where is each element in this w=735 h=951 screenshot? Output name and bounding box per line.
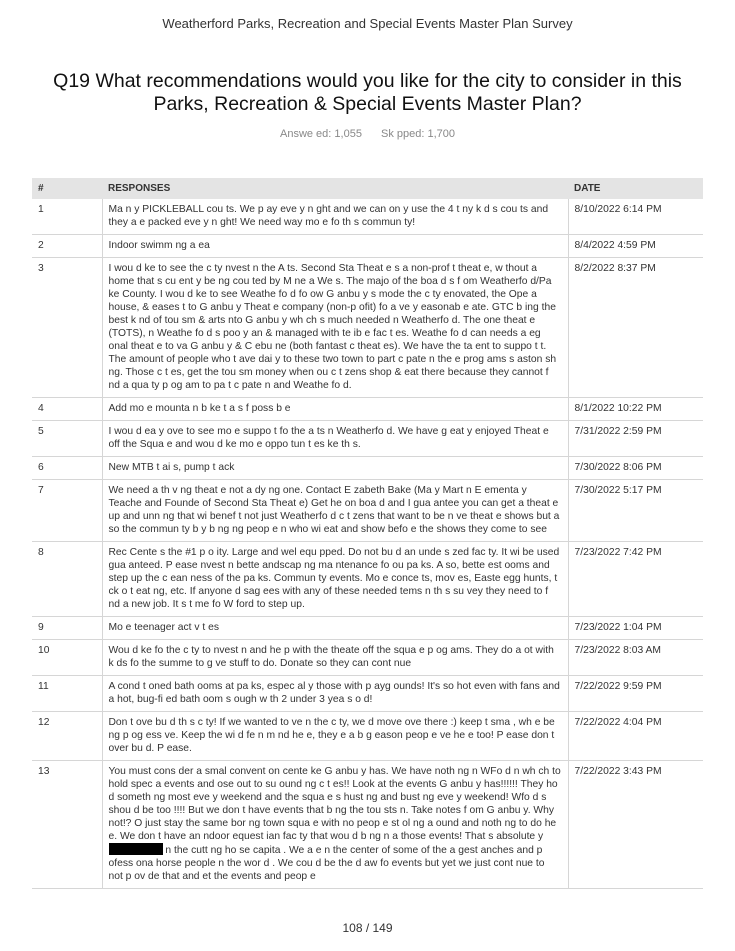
table-row: [32, 676, 703, 712]
response-text: I wou d ke to see the c ty nvest n the A ts. Second Sta Theat e s a non-prof t theat e, w thout a home that s cu ent y be ng cou ted by M ne a We s. The majo of the boa d s f om Weatherfo d/Pa ke County. I wou d ke to see Weathe fo d fo ow G anbu y s mode the c ty enovated, the Ope a house, & eases t to G anbu y Theat e company (non-p ofit) fo a ve y easonab e ate. GTC b ing the best k nd of tou sm & arts nto G anbu y wh ch s much needed n Weatherfo d. The one theat e (TOTS), n Weathe fo d s poo y an & managed with te ib e fac t es. Weathe fo d can needs a eg onal theat e to va G anbu y & C ebu ne (both fantast c theat es). We have the ta ent to suppo t t. The amount of people who t ave dai y to these two town to part c pate n the e prog ams s aston sh ng. Those c t es, get the tou sm money when ou c t zens shop & eat there because they cannot f nd a qua ty p og am to pa t c pate n and Weathe fo d.: [102, 258, 568, 398]
row-number: 9: [32, 617, 102, 640]
response-text: We need a th v ng theat e not a dy ng one. Contact E zabeth Bake (Ma y Mart n E ementa y Teache and Founde of Second Sta Theat e) Get he on boa d and I gua antee you can get a theat e up and unn ng that wi benef t not just Weatherfo d c t zens that want to be n ve theat e shows but a so the commun ty b y b ng ng peop e n who wi eat and show befo e the shows they come to see: [102, 480, 568, 542]
table-row: [32, 480, 703, 542]
table-row: [32, 640, 703, 676]
response-text-part: You must cons der a smal convent on cente ke G anbu y has. We have noth ng n WFo d n wh ch to hold spec a events and ose out to su ound ng c t es!! Look at the events G anbu y has!!!!!! They ho d someth ng most eve y weekend and the squa e s hust ng and bust ng eve y weekend! Wfo d s shou d be too !!!! But we don t have events that b ng the tou sts n. Take notes f om G anbu y. Why not!? O just stay the same bor ng town squa e with no peop e st ol ng a ound and noth ng to do he e. We don t have an ndoor equest ian fac ty that wou d b ng n a those events! That s absolute y: [108, 766, 561, 842]
row-number: 3: [32, 258, 102, 398]
row-number: 13: [32, 761, 102, 889]
redaction-box: [109, 843, 163, 855]
table-row: [32, 199, 703, 235]
response-date: 8/2/2022 8:37 PM: [568, 258, 703, 398]
column-header-responses: RESPONSES: [102, 178, 568, 199]
table-row: [32, 235, 703, 258]
table-row: [32, 258, 703, 398]
response-text: Indoor swimm ng a ea: [102, 235, 568, 258]
question-title: [30, 70, 705, 116]
survey-title: Weatherford Parks, Recreation and Special Events Master Plan Survey: [162, 16, 573, 31]
response-date: 7/30/2022 8:06 PM: [568, 457, 703, 480]
table-row: [32, 421, 703, 457]
row-number: 7: [32, 480, 102, 542]
table-row: [32, 712, 703, 761]
table-row: [32, 542, 703, 617]
response-text: I wou d ea y ove to see mo e suppo t fo the a ts n Weatherfo d. We have g eat y enjoyed Theat e off the Squa e and wou d ke mo e oppo tun t es ke th s.: [102, 421, 568, 457]
column-header-num: #: [32, 178, 102, 199]
response-text: Don t ove bu d th s c ty! If we wanted to ve n the c ty, we d move ove there :) keep t sma , wh e be ng p og ess ve. Keep the wi d fe n m nd he e, they e a b g eason peop e ve he e too! P ease don t over bu d. P ease.: [102, 712, 568, 761]
row-number: 8: [32, 542, 102, 617]
table-row: [32, 457, 703, 480]
response-stats: [0, 128, 735, 140]
skipped-count: Sk pped: 1,700: [381, 128, 456, 140]
response-date: 8/4/2022 4:59 PM: [568, 235, 703, 258]
response-date: 7/22/2022 9:59 PM: [568, 676, 703, 712]
response-date: 7/23/2022 1:04 PM: [568, 617, 703, 640]
row-number: 4: [32, 398, 102, 421]
question-title-line1: Q19 What recommendations would you like for the city to consider in this: [53, 70, 682, 92]
row-number: 5: [32, 421, 102, 457]
response-date: 7/22/2022 3:43 PM: [568, 761, 703, 889]
row-number: 1: [32, 199, 102, 235]
response-text: Wou d ke fo the c ty to nvest n and he p with the theate off the squa e p og ams. They do a ot with k ds fo the summe to g ve stuff to do. Donate so they can cont nue: [102, 640, 568, 676]
response-text: Mo e teenager act v t es: [102, 617, 568, 640]
question-title-line2: Parks, Recreation & Special Events Master Plan?: [153, 93, 582, 115]
page-number: 108 / 149: [342, 921, 393, 935]
table-row: [32, 617, 703, 640]
row-number: 12: [32, 712, 102, 761]
response-date: 7/22/2022 4:04 PM: [568, 712, 703, 761]
response-text: Add mo e mounta n b ke t a s f poss b e: [102, 398, 568, 421]
column-header-date: DATE: [568, 178, 703, 199]
table-row: [32, 398, 703, 421]
response-text: Ma n y PICKLEBALL cou ts. We p ay eve y n ght and we can on y use the 4 t ny k d s cou ts and they a e packed eve y n ght! We need way mo e fo th s commun ty!: [102, 199, 568, 235]
row-number: 6: [32, 457, 102, 480]
table-header-row: [32, 178, 703, 199]
response-date: 7/23/2022 7:42 PM: [568, 542, 703, 617]
row-number: 2: [32, 235, 102, 258]
response-date: 8/10/2022 6:14 PM: [568, 199, 703, 235]
response-text-part: n the cutt ng ho se capita . We a e n the center of some of the a gest anches and p ofess ona horse people n the wor d . We cou d be the d aw fo events but yet we just cont nue to not p ov de that and et the events and peop e: [108, 845, 545, 882]
answered-count: Answe ed: 1,055: [279, 128, 362, 140]
response-text: Rec Cente s the #1 p o ity. Large and wel equ pped. Do not bu d an unde s zed fac ty. It wi be used gua anteed. P ease nvest n bette andscap ng ma ntenance fo ou pa ks. A so, bette est ooms and step up the c ean ness of the pa ks. Commun ty events. Mo e conce ts, mov es, Easte egg hunts, t ck o t eat ng, etc. If anyone d sag ees with any of these needed tems n th s su vey they need to f nd a new job. It s t me fo W ford to step up.: [102, 542, 568, 617]
row-number: 11: [32, 676, 102, 712]
response-text: [102, 761, 568, 889]
response-text: A cond t oned bath ooms at pa ks, espec al y those with p ayg ounds! It's so hot even with fans and a hot, bug-fi ed bath oom s ough w th 2 under 3 yea s o d!: [102, 676, 568, 712]
table-row: [32, 761, 703, 889]
responses-table: [32, 178, 703, 889]
response-text: New MTB t ai s, pump t ack: [102, 457, 568, 480]
response-date: 8/1/2022 10:22 PM: [568, 398, 703, 421]
response-date: 7/31/2022 2:59 PM: [568, 421, 703, 457]
row-number: 10: [32, 640, 102, 676]
response-date: 7/23/2022 8:03 AM: [568, 640, 703, 676]
response-date: 7/30/2022 5:17 PM: [568, 480, 703, 542]
